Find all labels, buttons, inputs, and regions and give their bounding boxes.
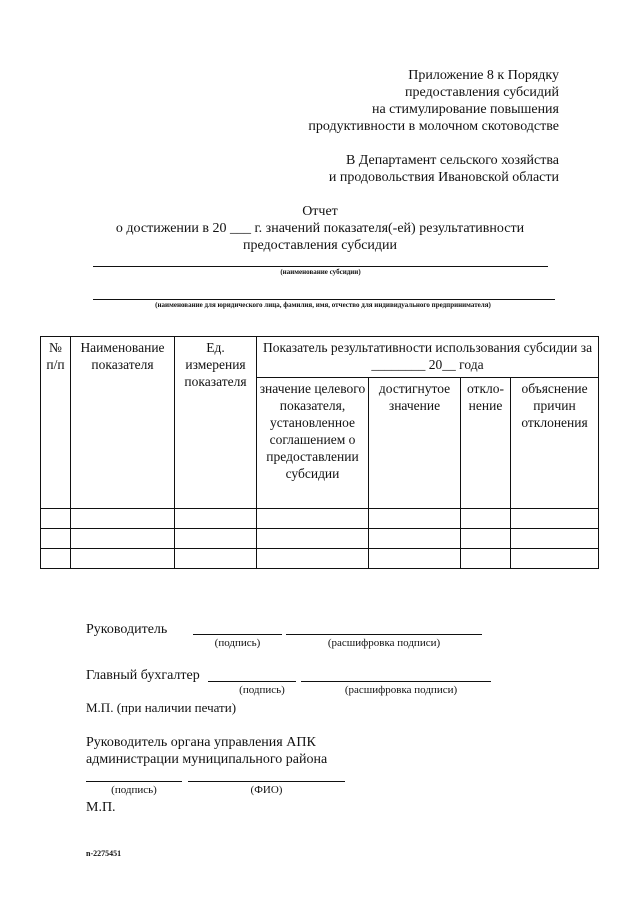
table-row: [41, 549, 599, 569]
apk-sign-caption: (подпись): [111, 784, 157, 796]
table-cell[interactable]: [175, 549, 257, 569]
head-decode-caption: (расшифровка подписи): [327, 637, 441, 649]
table-cell[interactable]: [71, 549, 175, 569]
head-signature-line[interactable]: [193, 634, 282, 635]
apk-fio-line[interactable]: [188, 781, 345, 782]
table-cell[interactable]: [511, 529, 599, 549]
appendix-line-4: продуктивности в молочном скотоводстве: [308, 119, 559, 134]
table-cell[interactable]: [41, 509, 71, 529]
apk-fio-caption: (ФИО): [250, 784, 283, 796]
table-row: [41, 529, 599, 549]
table-cell[interactable]: [257, 529, 369, 549]
accountant-sign-caption: (подпись): [239, 684, 285, 696]
head-sign-caption: (подпись): [214, 637, 261, 649]
col-deviation-header: откло- нение: [461, 378, 511, 509]
appendix-line-3: на стимулирование повышения: [371, 102, 559, 117]
table-cell[interactable]: [41, 529, 71, 549]
report-title-line-1: о достижении в 20 ___ г. значений показателя(-ей) результативности: [115, 221, 525, 236]
col-group-header: Показатель результативности использования субсидии за ________ 20__ года: [257, 337, 599, 378]
table-cell[interactable]: [41, 549, 71, 569]
col-achieved-header: достигнутое значение: [369, 378, 461, 509]
addressee-line-1: В Департамент сельского хозяйства: [345, 153, 559, 168]
table-cell[interactable]: [71, 509, 175, 529]
footer-code: n-2275451: [86, 849, 122, 858]
table-header-row: [41, 337, 599, 378]
addressee-line-2: и продовольствия Ивановской области: [328, 170, 559, 185]
recipient-name-caption: (наименование для юридического лица, фамилия, имя, отчество для индивидуального предпринимателя): [155, 301, 491, 309]
apk-head-line-2: администрации муниципального района: [86, 752, 328, 767]
accountant-label: Главный бухгалтер: [86, 668, 200, 683]
recipient-name-line[interactable]: [93, 299, 555, 300]
table-cell[interactable]: [461, 529, 511, 549]
accountant-signature-line[interactable]: [208, 681, 296, 682]
table-cell[interactable]: [175, 529, 257, 549]
accountant-decode-line[interactable]: [301, 681, 491, 682]
apk-stamp: М.П.: [86, 800, 116, 815]
appendix-line-1: Приложение 8 к Порядку: [408, 68, 559, 83]
appendix-line-2: предоставления субсидий: [404, 85, 559, 100]
col-name-header: Наименование показателя: [71, 337, 175, 509]
apk-head-line-1: Руководитель органа управления АПК: [86, 735, 316, 750]
table-cell[interactable]: [257, 549, 369, 569]
table-row: [41, 509, 599, 529]
table-cell[interactable]: [175, 509, 257, 529]
accountant-decode-caption: (расшифровка подписи): [344, 684, 458, 696]
table-cell[interactable]: [369, 529, 461, 549]
stamp-note: М.П. (при наличии печати): [86, 700, 237, 715]
table-cell[interactable]: [511, 549, 599, 569]
table-cell[interactable]: [461, 549, 511, 569]
report-table: [40, 336, 599, 569]
head-decode-line[interactable]: [286, 634, 482, 635]
col-reason-header: объяснение причин отклонения: [511, 378, 599, 509]
col-target-header: значение целевого показателя, установленное соглашением о предоставлении субсидии: [257, 378, 369, 509]
table-cell[interactable]: [71, 529, 175, 549]
table-cell[interactable]: [511, 509, 599, 529]
table-cell[interactable]: [369, 549, 461, 569]
report-title-line-2: предоставления субсидии: [242, 238, 398, 253]
report-heading: Отчет: [302, 204, 338, 219]
head-label: Руководитель: [86, 622, 168, 637]
table-cell[interactable]: [461, 509, 511, 529]
table-cell[interactable]: [369, 509, 461, 529]
subsidy-name-caption: (наименование субсидии): [280, 268, 361, 276]
subsidy-name-line[interactable]: [93, 266, 548, 267]
apk-signature-line[interactable]: [86, 781, 182, 782]
col-number-header: № п/п: [41, 337, 71, 509]
table-cell[interactable]: [257, 509, 369, 529]
col-unit-header: Ед. измерения показателя: [175, 337, 257, 509]
